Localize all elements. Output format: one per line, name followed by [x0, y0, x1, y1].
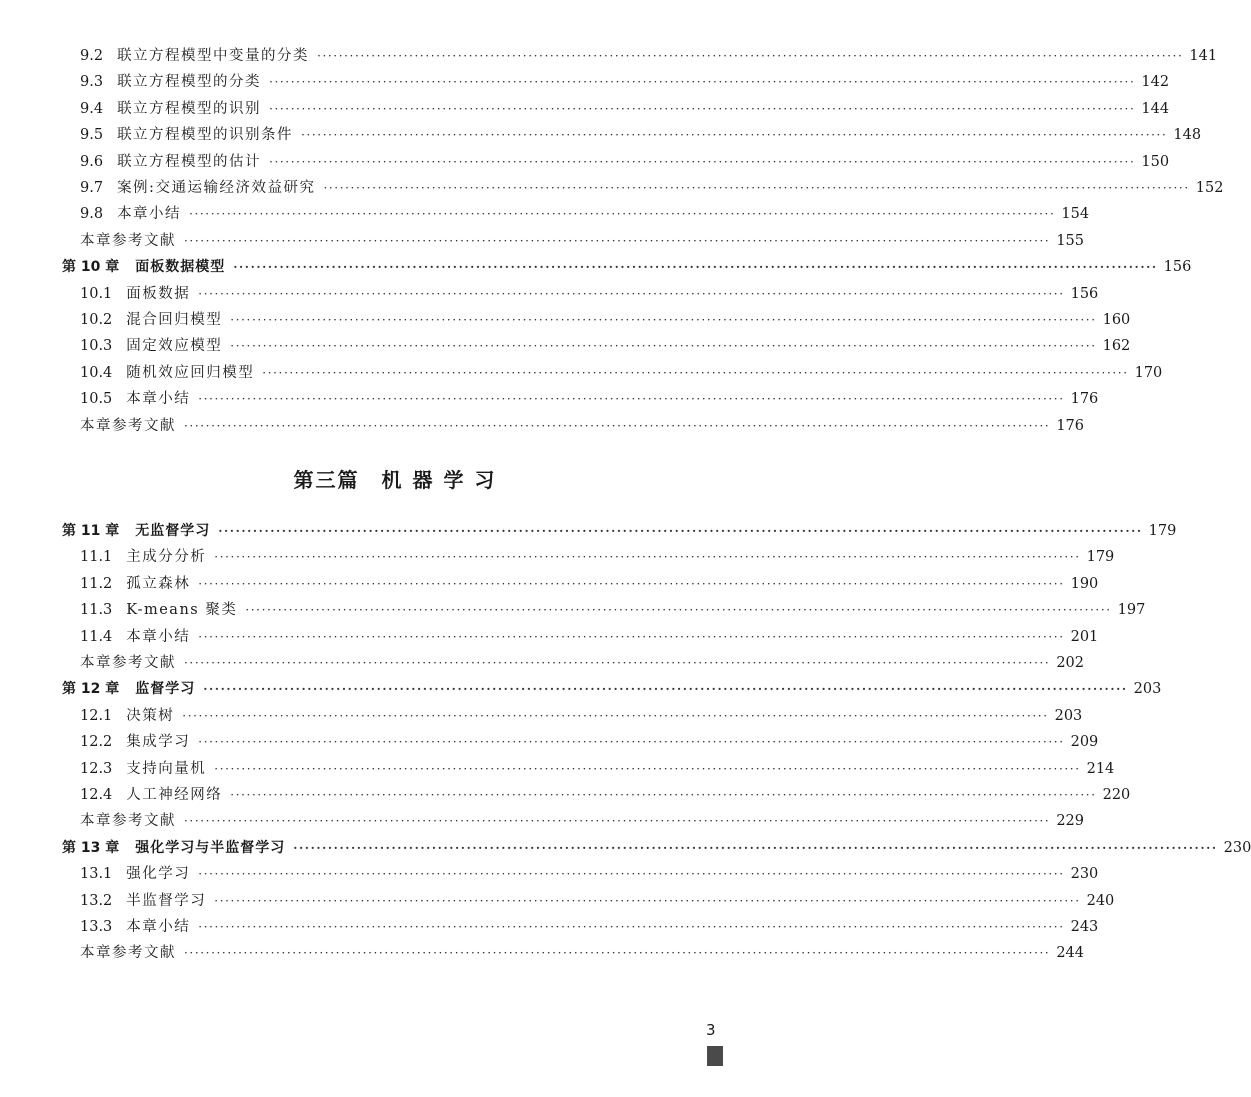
- toc-entry-number: 第 12 章: [62, 681, 120, 698]
- toc-entry-page: 190: [1070, 575, 1099, 592]
- toc-entry-page: 144: [1141, 100, 1170, 117]
- toc-entry-page: 141: [1189, 48, 1218, 64]
- toc-entry-number: 11.1: [80, 549, 113, 566]
- toc-entry-title: 支持向量机: [126, 760, 207, 777]
- toc-leader-dots: ································································································································································: [214, 893, 1081, 908]
- toc-entry-title: 监督学习: [135, 681, 196, 698]
- toc-section-entry[interactable]: [0, 756, 1115, 782]
- toc-entry-page: 160: [1102, 312, 1131, 328]
- page-edge-marker: [707, 1046, 723, 1066]
- toc-entry-page: 156: [1070, 285, 1099, 302]
- toc-entry-page: 230: [1070, 866, 1099, 883]
- toc-section-entry[interactable]: [0, 597, 1146, 623]
- toc-section-entry[interactable]: [0, 281, 1099, 307]
- toc-entry-title: 联立方程模型中变量的分类: [117, 48, 310, 64]
- toc-entry-number: 10.2: [80, 312, 113, 328]
- toc-entry-page: 155: [1056, 232, 1084, 249]
- toc-leader-dots: ································································································································································: [198, 392, 1065, 407]
- toc-leader-dots: ································································································································································: [182, 708, 1049, 723]
- toc-entry-title: 强化学习: [126, 866, 191, 883]
- toc-entry-number: 9.6: [80, 153, 104, 170]
- toc-entry-number: 9.3: [80, 74, 104, 91]
- toc-leader-dots: ································································································································································: [198, 629, 1065, 644]
- toc-section-entry[interactable]: [0, 96, 1170, 122]
- toc-entry-number: 12.2: [80, 734, 113, 751]
- toc-section-entry[interactable]: [0, 201, 1090, 227]
- toc-section-entry[interactable]: [0, 360, 1163, 386]
- toc-entry-page: 176: [1070, 391, 1099, 408]
- toc-references-entry[interactable]: [0, 940, 1084, 966]
- toc-entry-number: 12.3: [80, 760, 113, 777]
- toc-section-entry[interactable]: [0, 703, 1083, 729]
- toc-references-entry[interactable]: [0, 413, 1084, 439]
- toc-entry-page: 203: [1133, 681, 1162, 698]
- toc-entry-title: 主成分分析: [126, 549, 207, 566]
- toc-leader-dots: ································································································································································: [184, 946, 1051, 961]
- toc-entry-page: 203: [1054, 707, 1083, 724]
- toc-section-entry[interactable]: [0, 43, 1218, 69]
- toc-entry-number: 11.2: [80, 575, 113, 592]
- toc-leader-dots: ································································································································································: [184, 656, 1051, 670]
- toc-entry-page: 214: [1086, 760, 1115, 777]
- toc-section-entry[interactable]: [0, 122, 1202, 148]
- toc-section-entry[interactable]: [0, 861, 1099, 887]
- toc-leader-dots: ································································································································································: [189, 207, 1056, 222]
- toc-entry-number: 10.3: [80, 338, 113, 355]
- toc-entry-title: 人工神经网络: [126, 787, 223, 803]
- toc-entry-number: 12.1: [80, 707, 113, 724]
- toc-leader-dots: ································································································································································: [262, 365, 1129, 380]
- toc-entry-number: 12.4: [80, 787, 113, 803]
- toc-entry-title: 联立方程模型的识别条件: [117, 127, 294, 144]
- toc-entry-number: 13.1: [80, 866, 113, 883]
- toc-leader-dots: ································································································································································: [184, 233, 1051, 248]
- toc-entry-page: 240: [1086, 892, 1115, 909]
- toc-leader-dots: ································································································································································: [323, 181, 1190, 195]
- toc-entry-title: 本章参考文献: [80, 232, 176, 249]
- toc-leader-dots: ································································································································································: [269, 75, 1136, 90]
- toc-chapter-entry[interactable]: [0, 676, 1162, 702]
- toc-entry-number: 13.3: [80, 919, 113, 935]
- toc-chapter-entry[interactable]: [0, 254, 1192, 280]
- toc-entry-page: 179: [1086, 549, 1115, 566]
- toc-entry-page: 202: [1056, 655, 1084, 671]
- toc-entry-title: 联立方程模型的估计: [117, 153, 262, 170]
- toc-entry-title: 固定效应模型: [126, 338, 223, 355]
- toc-leader-dots: ································································································································································: [317, 49, 1184, 63]
- toc-entry-number: 9.8: [80, 206, 104, 223]
- toc-entry-page: 154: [1061, 206, 1090, 223]
- toc-entry-number: 10.1: [80, 285, 113, 302]
- toc-entry-page: 243: [1070, 919, 1099, 935]
- toc-leader-dots: ································································································································································: [198, 735, 1065, 750]
- toc-entry-title: 强化学习与半监督学习: [135, 839, 286, 856]
- toc-entry-number: 9.4: [80, 100, 104, 117]
- toc-entry-number: 第 11 章: [62, 523, 120, 539]
- toc-entry-title: 联立方程模型的分类: [117, 74, 262, 91]
- toc-entry-title: 无监督学习: [135, 523, 211, 539]
- toc-leader-dots: ································································································································································: [230, 313, 1097, 327]
- toc-entry-title: 本章小结: [126, 919, 191, 935]
- toc-entry-number: 10.5: [80, 391, 113, 408]
- toc-leader-dots: ································································································································································: [184, 418, 1051, 433]
- toc-entry-number: 9.7: [80, 180, 104, 196]
- toc-entry-page: 197: [1117, 602, 1146, 619]
- toc-entry-page: 229: [1056, 813, 1084, 830]
- toc-chapter-entry[interactable]: [0, 518, 1177, 544]
- toc-section-entry[interactable]: [0, 175, 1224, 201]
- toc-entry-number: 10.4: [80, 364, 113, 381]
- toc-leader-dots: ································································································································································: [203, 682, 1128, 697]
- toc-leader-dots: ································································································································································: [269, 154, 1136, 169]
- part-title: 第三篇 机 器 学 习: [293, 468, 497, 492]
- toc-entry-page: 156: [1163, 259, 1192, 276]
- toc-section-entry[interactable]: [0, 571, 1099, 597]
- toc-entry-title: 本章参考文献: [80, 417, 176, 434]
- page-number: 3: [706, 1021, 716, 1039]
- toc-leader-dots: ································································································································································: [301, 128, 1168, 143]
- toc-leader-dots: ································································································································································: [245, 603, 1112, 618]
- toc-entry-page: 201: [1070, 628, 1099, 645]
- toc-entry-page: 209: [1070, 734, 1099, 751]
- toc-entry-title: 面板数据: [126, 285, 191, 302]
- toc-references-entry[interactable]: [0, 650, 1084, 676]
- toc-leader-dots: ································································································································································: [198, 286, 1065, 301]
- toc-leader-dots: ································································································································································: [230, 788, 1097, 802]
- toc-entry-title: 混合回归模型: [126, 312, 223, 328]
- toc-entry-title: 本章小结: [126, 628, 191, 645]
- toc-leader-dots: ································································································································································: [214, 550, 1081, 565]
- toc-entry-title: 面板数据模型: [135, 259, 226, 276]
- toc-entry-page: 152: [1195, 180, 1224, 196]
- toc-entry-page: 179: [1148, 523, 1177, 539]
- toc-entry-title: 本章小结: [126, 391, 191, 408]
- toc-section-entry[interactable]: [0, 782, 1131, 808]
- toc-entry-page: 230: [1223, 839, 1251, 856]
- toc-entry-title: 集成学习: [126, 734, 191, 751]
- toc-entry-title: 随机效应回归模型: [126, 364, 255, 381]
- toc-leader-dots: ································································································································································: [230, 339, 1097, 354]
- toc-entry-title: 联立方程模型的识别: [117, 100, 262, 117]
- toc-leader-dots: ································································································································································: [198, 576, 1065, 591]
- toc-entry-number: 9.5: [80, 127, 104, 144]
- toc-references-entry[interactable]: [0, 808, 1084, 834]
- toc-entry-page: 148: [1173, 127, 1202, 144]
- toc-references-entry[interactable]: [0, 228, 1084, 254]
- toc-entry-number: 13.2: [80, 892, 113, 909]
- toc-section-entry[interactable]: [0, 307, 1131, 333]
- toc-leader-dots: ································································································································································: [198, 920, 1065, 934]
- toc-section-entry[interactable]: [0, 333, 1131, 359]
- toc-leader-dots: ································································································································································: [233, 260, 1158, 275]
- toc-chapter-entry[interactable]: [0, 835, 1251, 861]
- toc-section-entry[interactable]: [0, 69, 1170, 95]
- toc-entry-title: 案例:交通运输经济效益研究: [117, 180, 316, 196]
- toc-section-entry[interactable]: [0, 729, 1099, 755]
- toc-entry-page: 150: [1141, 153, 1170, 170]
- toc-entry-page: 220: [1102, 787, 1131, 803]
- toc-entry-title: 决策树: [126, 707, 175, 724]
- toc-entry-title: 本章参考文献: [80, 655, 176, 671]
- toc-entry-title: K-means 聚类: [126, 602, 238, 619]
- toc-entry-title: 半监督学习: [126, 892, 207, 909]
- toc-section-entry[interactable]: [0, 149, 1170, 175]
- toc-section-entry[interactable]: [0, 888, 1115, 914]
- toc-leader-dots: ································································································································································: [293, 840, 1218, 855]
- toc-entry-page: 142: [1141, 74, 1170, 91]
- toc-entry-page: 244: [1056, 945, 1084, 962]
- toc-section-entry[interactable]: [0, 914, 1099, 940]
- toc-entry-title: 本章参考文献: [80, 945, 176, 962]
- toc-leader-dots: ································································································································································: [269, 101, 1136, 116]
- toc-entry-title: 本章小结: [117, 206, 182, 223]
- toc-leader-dots: ································································································································································: [214, 761, 1081, 776]
- toc-entry-number: 11.3: [80, 602, 113, 619]
- toc-section-entry[interactable]: [0, 624, 1099, 650]
- toc-entry-number: 第 13 章: [62, 839, 120, 856]
- toc-entry-number: 第 10 章: [62, 259, 120, 276]
- toc-entry-page: 176: [1056, 417, 1084, 434]
- toc-leader-dots: ································································································································································: [218, 524, 1143, 538]
- toc-entry-page: 170: [1134, 364, 1163, 381]
- toc-entry-number: 9.2: [80, 48, 104, 64]
- toc-leader-dots: ································································································································································: [184, 814, 1051, 829]
- toc-entry-number: 11.4: [80, 628, 113, 645]
- toc-section-entry[interactable]: [0, 386, 1099, 412]
- toc-entry-title: 本章参考文献: [80, 813, 176, 830]
- toc-leader-dots: ································································································································································: [198, 867, 1065, 882]
- toc-entry-page: 162: [1102, 338, 1131, 355]
- toc-entry-title: 孤立森林: [126, 575, 191, 592]
- toc-section-entry[interactable]: [0, 544, 1115, 570]
